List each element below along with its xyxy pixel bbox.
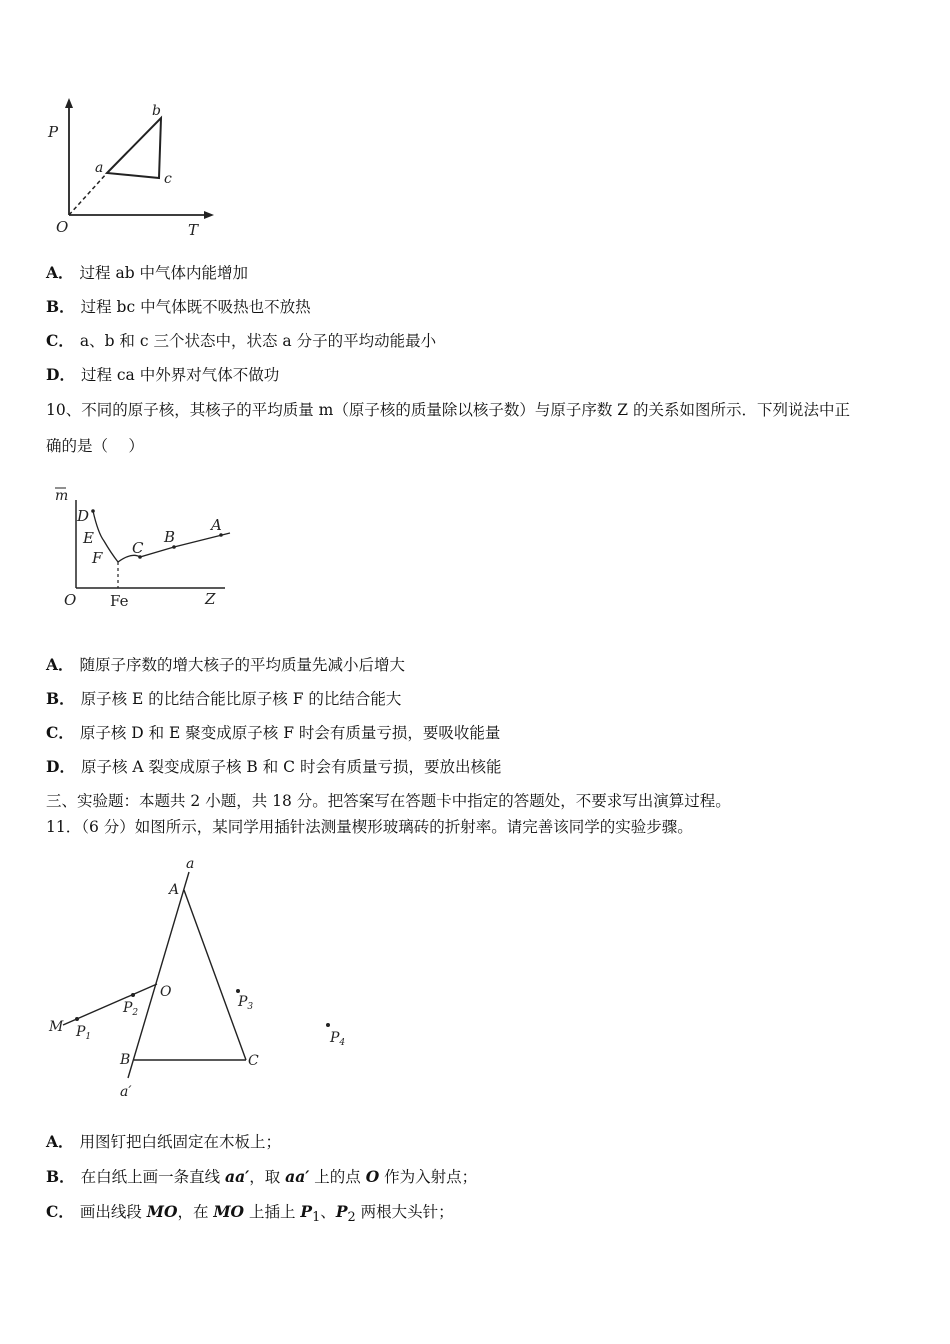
cycle-abc — [107, 118, 161, 178]
q10-option-a: A． 随原子序数的增大核子的平均质量先减小后增大 — [46, 655, 406, 674]
label-m: M — [49, 1019, 64, 1035]
q10-option-d: D． 原子核 A 裂变成原子核 B 和 C 时会有质量亏损，要放出核能 — [46, 757, 502, 776]
pin-p3 — [236, 989, 240, 993]
label-a-top: a — [186, 856, 195, 872]
q11-step-a: A． 用图钉把白纸固定在木板上； — [46, 1132, 282, 1151]
q9-option-c: C． a、b 和 c 三个状态中，状态 a 分子的平均动能最小 — [46, 331, 437, 350]
point-d — [91, 509, 95, 513]
label-b: B — [120, 1052, 131, 1068]
mz-diagram — [50, 478, 240, 613]
pin-p4 — [326, 1023, 330, 1027]
label-t: T — [188, 221, 199, 239]
dashed-extension — [69, 173, 107, 215]
q9-option-b: B． 过程 bc 中气体既不吸热也不放热 — [46, 297, 311, 316]
label-p4: $P_4$ — [330, 1030, 346, 1048]
label-c: c — [164, 171, 172, 187]
label-d: D — [77, 507, 90, 525]
pt-diagram — [40, 95, 230, 245]
label-z: Z — [205, 590, 216, 608]
prism-diagram — [40, 850, 370, 1105]
q9-option-d: D． 过程 ca 中外界对气体不做功 — [46, 365, 280, 384]
label-p2: $P_2$ — [123, 1000, 139, 1018]
q10-option-c: C． 原子核 D 和 E 聚变成原子核 F 时会有质量亏损，要吸收能量 — [46, 723, 501, 742]
label-p: P — [48, 123, 59, 141]
label-o: O — [64, 591, 77, 609]
label-e: E — [83, 529, 94, 547]
label-a: a — [95, 160, 104, 176]
q10-stem-line1: 10、不同的原子核，其核子的平均质量 m（原子核的质量除以核子数）与原子序数 Z 的关系如图所示．下列说法中正 — [46, 401, 850, 419]
t-axis-arrow — [204, 211, 214, 219]
q10-option-b: B． 原子核 E 的比结合能比原子核 F 的比结合能大 — [46, 689, 402, 708]
q10-stem-line2: 确的是（ ） — [46, 437, 144, 455]
label-p3: $P_3$ — [238, 994, 254, 1012]
label-fe: Fe — [110, 592, 129, 610]
p-axis-arrow — [65, 98, 73, 108]
pin-p1 — [75, 1017, 79, 1021]
section-3-heading: 三、实验题：本题共 2 小题，共 18 分。把答案写在答题卡中指定的答题处，不要求写出演算过程。 — [46, 792, 731, 810]
label-b: b — [152, 103, 161, 119]
label-c: C — [248, 1053, 259, 1069]
q9-option-a: A． 过程 ab 中气体内能增加 — [46, 263, 249, 282]
label-o: O — [160, 984, 172, 1000]
label-c: C — [132, 539, 144, 557]
label-a-prime: a′ — [120, 1084, 132, 1100]
label-p1: $P_1$ — [76, 1024, 92, 1042]
label-b: B — [164, 528, 176, 546]
label-vertex-a: A — [169, 882, 180, 898]
q11-step-c: C． 画出线段 MO，在 MO 上插上 $P_1$、$P_2$ 两根大头针； — [46, 1202, 454, 1226]
q11-step-b: B． 在白纸上画一条直线 aa′，取 aa′ 上的点 O 作为入射点； — [46, 1167, 478, 1186]
label-f: F — [92, 549, 103, 567]
label-a: A — [211, 516, 222, 534]
q11-stem: 11．（6 分）如图所示，某同学用插针法测量楔形玻璃砖的折射率。请完善该同学的实验步骤。 — [46, 818, 693, 836]
line-aa-prime — [128, 872, 189, 1078]
pin-p2 — [131, 993, 135, 997]
label-o: O — [56, 218, 69, 236]
label-m: m — [55, 488, 69, 504]
mass-curve — [93, 511, 230, 562]
side-ac — [184, 890, 246, 1060]
